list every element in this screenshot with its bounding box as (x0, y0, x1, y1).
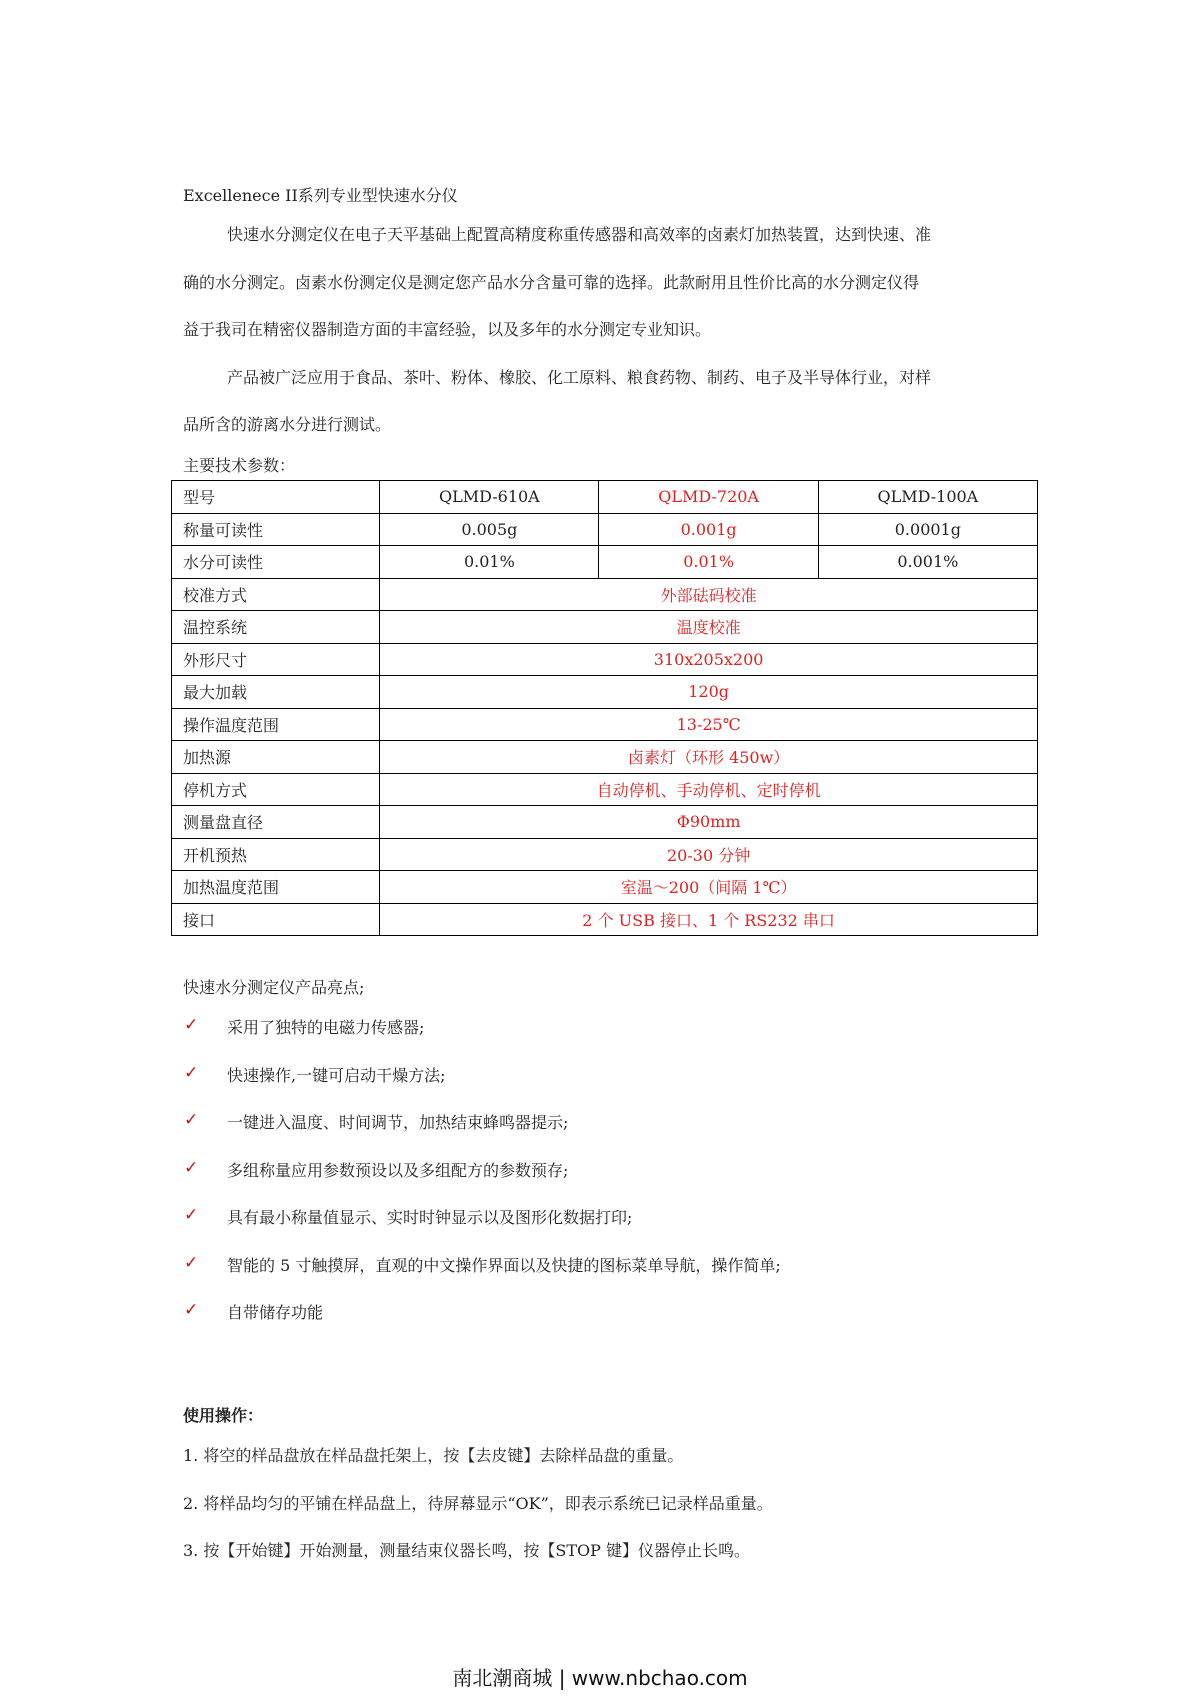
check-icon: ✓ (184, 1062, 199, 1083)
row-label: 外形尺寸 (172, 643, 380, 676)
highlight-item: 自带储存功能 (227, 1303, 324, 1322)
highlight-item: 具有最小称量值显示、实时时钟显示以及图形化数据打印; (227, 1208, 633, 1227)
highlight-item: 智能的 5 寸触摸屏，直观的中文操作界面以及快捷的图标菜单导航，操作简单; (227, 1255, 781, 1275)
table-row (172, 838, 1038, 871)
row-label: 停机方式 (172, 773, 380, 806)
cell-value: 310x205x200 (380, 643, 1038, 676)
footer-watermark: 南北潮商城 | www.nbchao.com (452, 1666, 748, 1690)
cell-value: 卤素灯（环形 450w） (380, 741, 1038, 774)
table-row (172, 513, 1038, 546)
table-row-header (172, 481, 1038, 514)
table-row (172, 871, 1038, 904)
usage-step: 2. 将样品均匀的平铺在样品盘上，待屏幕显示“OK”，即表示系统已记录样品重量。 (183, 1493, 773, 1513)
paragraph-line: 产品被广泛应用于食品、茶叶、粉体、橡胶、化工原料、粮食药物、制药、电子及半导体行业，对样 (227, 368, 932, 387)
paragraph-line: 益于我司在精密仪器制造方面的丰富经验，以及多年的水分测定专业知识。 (183, 320, 712, 339)
row-label: 型号 (172, 481, 380, 514)
table-row (172, 578, 1038, 611)
table-row (172, 643, 1038, 676)
cell-value: 20-30 分钟 (380, 838, 1038, 871)
table-row (172, 903, 1038, 936)
cell-value: 0.01% (599, 546, 818, 579)
check-icon: ✓ (184, 1252, 199, 1273)
check-icon: ✓ (184, 1157, 199, 1178)
highlight-item: 快速操作,一键可启动干燥方法; (227, 1065, 446, 1085)
paragraph-line: 快速水分测定仪在电子天平基础上配置高精度称重传感器和高效率的卤素灯加热装置，达到快速、准 (227, 225, 932, 244)
highlight-item: 多组称量应用参数预设以及多组配方的参数预存; (227, 1160, 569, 1180)
check-icon: ✓ (184, 1300, 199, 1320)
table-row (172, 806, 1038, 839)
row-label: 称量可读性 (172, 513, 380, 546)
row-label: 最大加载 (172, 676, 380, 709)
row-label: 加热温度范围 (172, 871, 380, 904)
highlights-heading: 快速水分测定仪产品亮点; (183, 978, 365, 997)
paragraph-line: 确的水分测定。卤素水份测定仪是测定您产品水分含量可靠的选择。此款耐用且性价比高的水分测定仪得 (183, 273, 920, 292)
document-title: Excellenece II系列专业型快速水分仪 (183, 186, 458, 205)
cell-value: 自动停机、手动停机、定时停机 (380, 773, 1038, 806)
cell-value: 0.005g (380, 513, 599, 546)
check-icon: ✓ (184, 1110, 199, 1130)
model-720a: QLMD-720A (599, 481, 818, 514)
cell-value: 120g (380, 676, 1038, 709)
row-label: 水分可读性 (172, 546, 380, 579)
cell-value: Φ90mm (380, 806, 1038, 839)
highlight-item: 一键进入温度、时间调节，加热结束蜂鸣器提示; (227, 1113, 569, 1132)
intro-paragraph-1 (183, 222, 1028, 342)
cell-value: 13-25℃ (380, 708, 1038, 741)
cell-value: 2 个 USB 接口、1 个 RS232 串口 (380, 903, 1038, 936)
cell-value: 温度校准 (380, 611, 1038, 644)
check-icon: ✓ (184, 1015, 199, 1035)
table-row (172, 741, 1038, 774)
cell-value: 0.001g (599, 513, 818, 546)
cell-value: 室温～200（间隔 1℃） (380, 871, 1038, 904)
usage-step: 1. 将空的样品盘放在样品盘托架上，按【去皮键】去除样品盘的重量。 (183, 1446, 684, 1465)
row-label: 操作温度范围 (172, 708, 380, 741)
table-row (172, 611, 1038, 644)
usage-heading: 使用操作： (183, 1406, 264, 1425)
cell-value: 外部砝码校准 (380, 578, 1038, 611)
cell-value: 0.01% (380, 546, 599, 579)
row-label: 开机预热 (172, 838, 380, 871)
cell-value: 0.0001g (818, 513, 1037, 546)
row-label: 测量盘直径 (172, 806, 380, 839)
row-label: 温控系统 (172, 611, 380, 644)
intro-paragraph-2 (183, 365, 1028, 435)
usage-step: 3. 按【开始键】开始测量，测量结束仪器长鸣，按【STOP 键】仪器停止长鸣。 (183, 1541, 750, 1560)
paragraph-line: 品所含的游离水分进行测试。 (183, 415, 392, 434)
table-row (172, 773, 1038, 806)
row-label: 加热源 (172, 741, 380, 774)
row-label: 接口 (172, 903, 380, 936)
model-610a: QLMD-610A (380, 481, 599, 514)
row-label: 校准方式 (172, 578, 380, 611)
highlight-item: 采用了独特的电磁力传感器; (227, 1018, 425, 1037)
table-row (172, 708, 1038, 741)
specs-heading: 主要技术参数： (183, 456, 296, 475)
table-row (172, 546, 1038, 579)
check-icon: ✓ (184, 1205, 199, 1225)
table-row (172, 676, 1038, 709)
cell-value: 0.001% (818, 546, 1037, 579)
spec-table (171, 480, 1038, 936)
model-100a: QLMD-100A (818, 481, 1037, 514)
